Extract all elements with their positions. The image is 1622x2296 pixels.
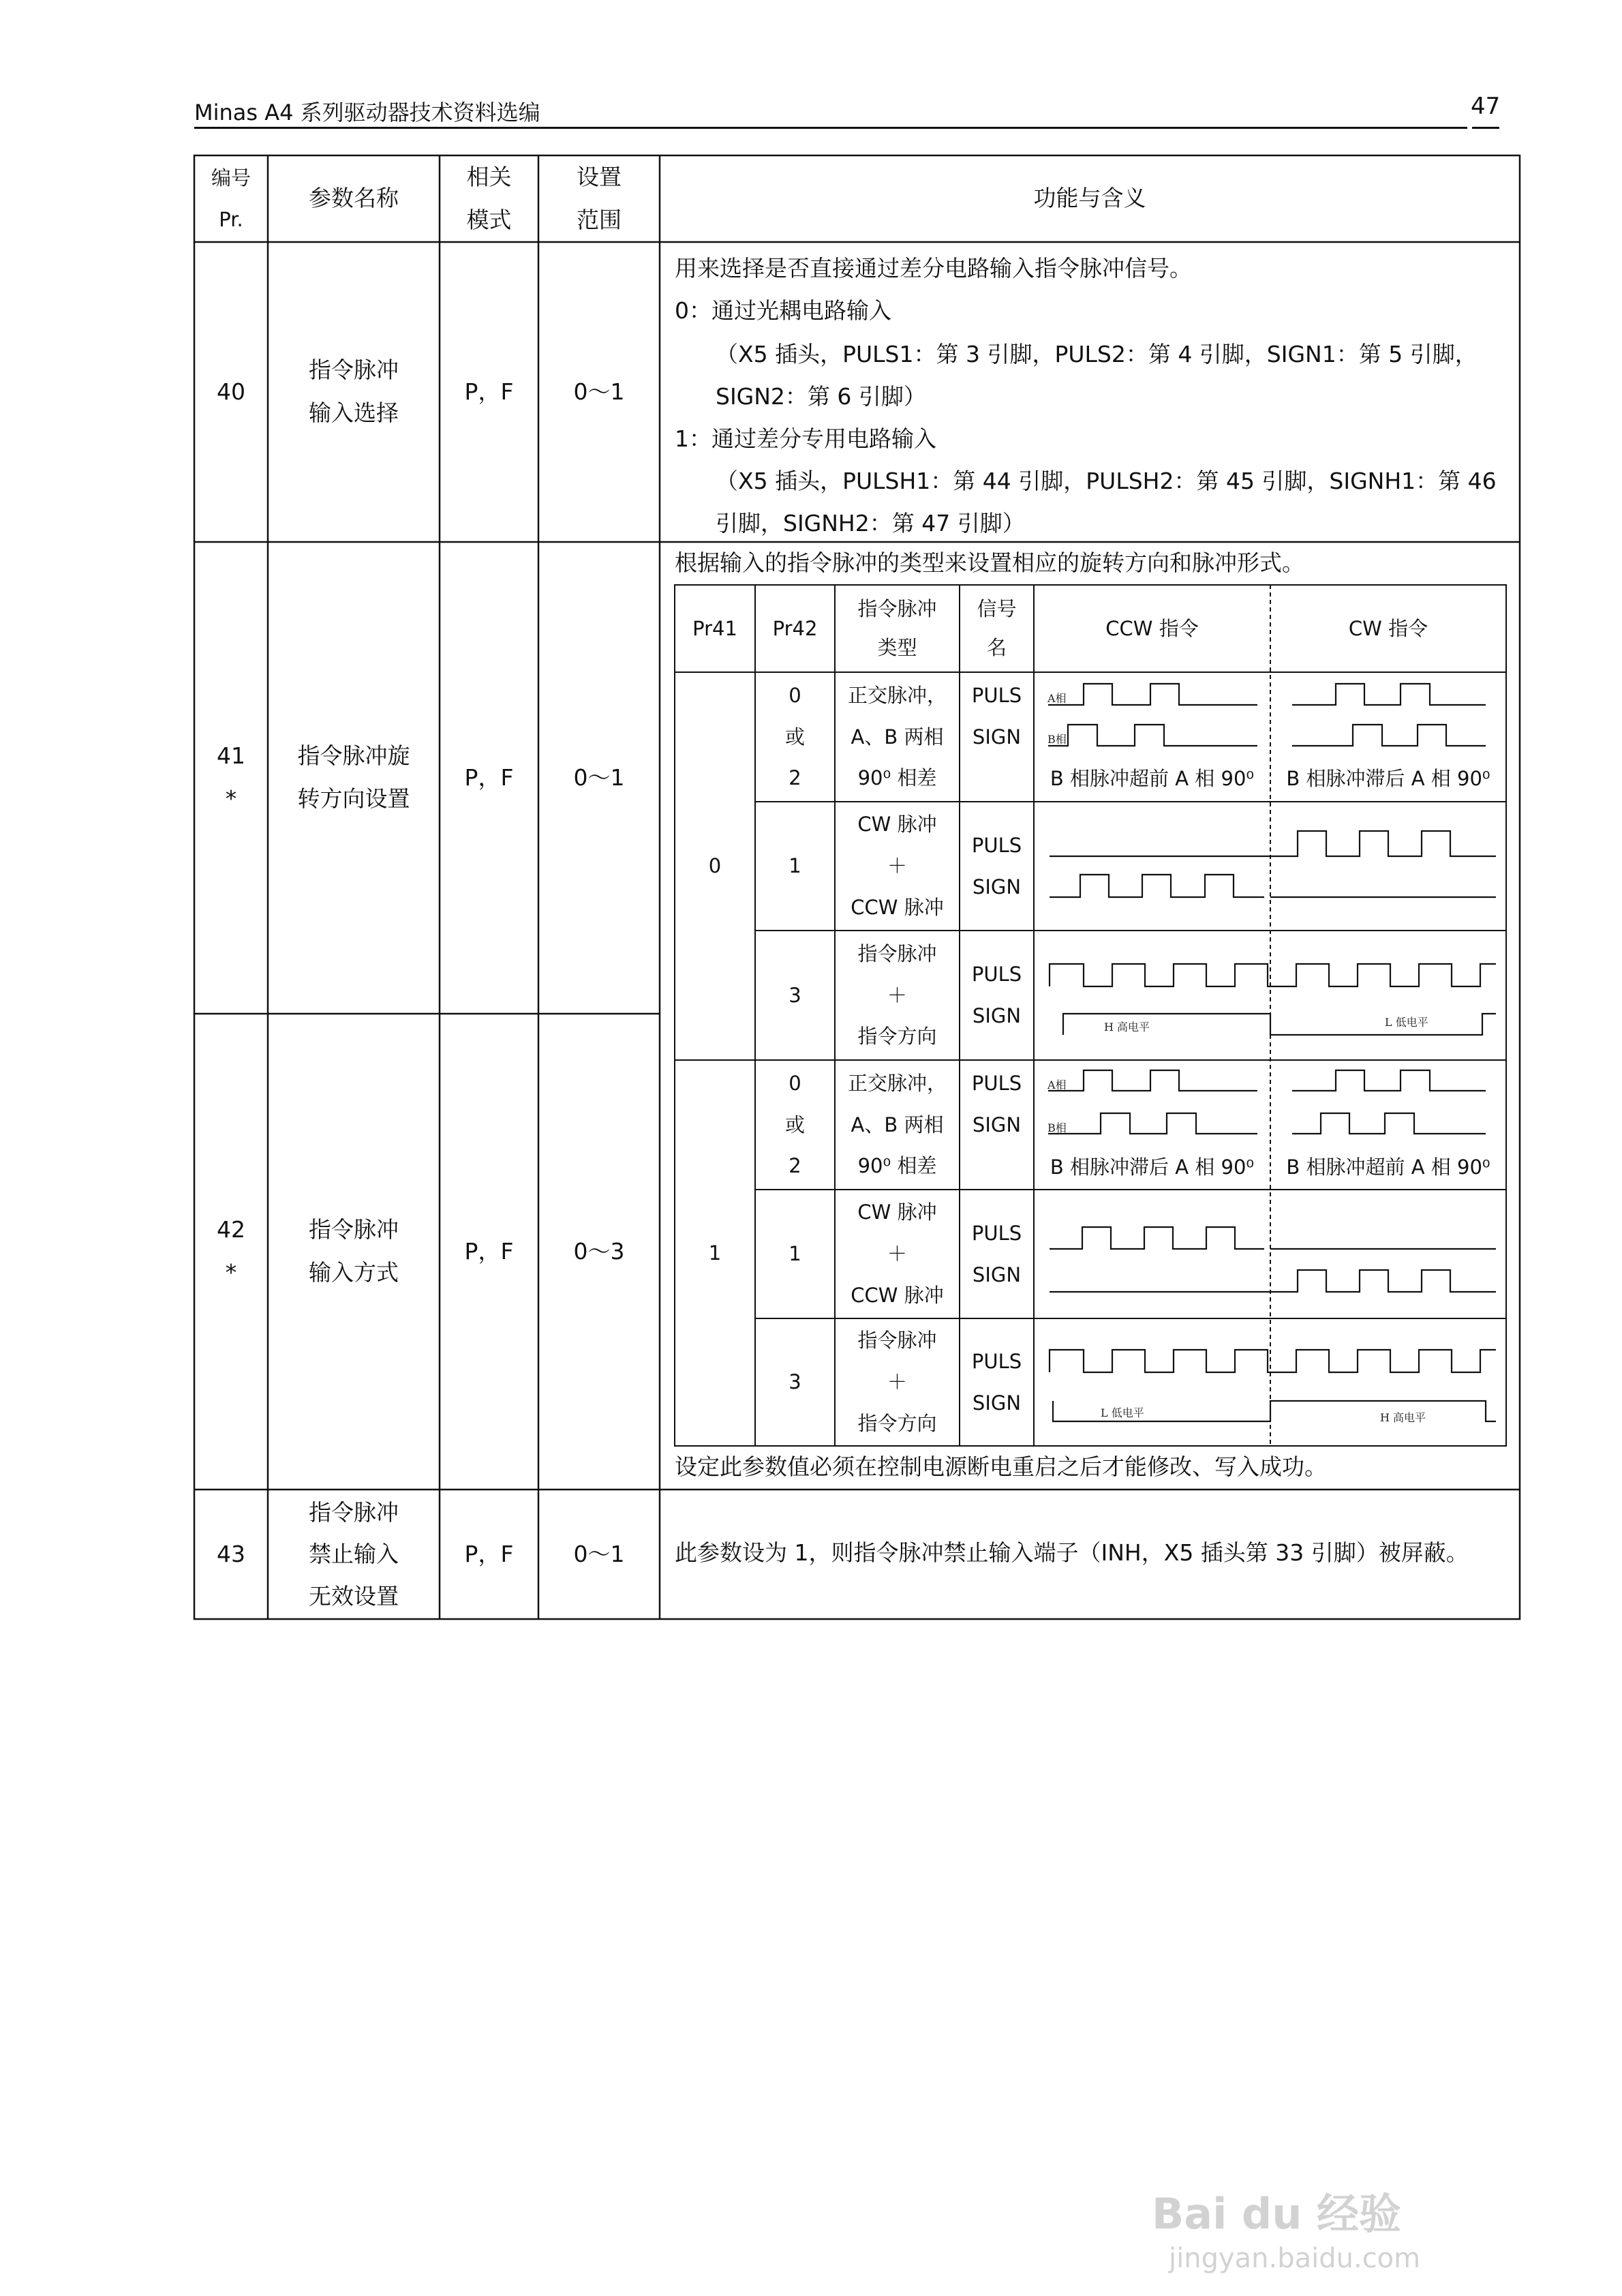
row40-mode: P，F: [464, 378, 514, 405]
row42-range: 0～3: [573, 1237, 625, 1265]
waveform-b-ccw-2: [1048, 1113, 1257, 1134]
inner-header-pr42: Pr42: [772, 616, 818, 640]
b3-pr42: 3: [789, 983, 801, 1007]
row40-no: 40: [217, 378, 245, 405]
inner-header-cw: CW 指令: [1348, 616, 1428, 640]
col-header-range: 设置 范围: [577, 163, 622, 233]
row41-name: 指令脉冲旋 转方向设置: [297, 742, 410, 812]
pr41-42-intro: 根据输入的指令脉冲的类型来设置相应的旋转方向和脉冲形式。: [675, 549, 1304, 576]
row41-range: 0～1: [573, 764, 625, 791]
b5-type: CW 脉冲 ＋ CCW 脉冲: [851, 1200, 944, 1307]
waveform-sign-block2: [1050, 875, 1496, 897]
b1-cw-caption: B 相脉冲滞后 A 相 90⁰: [1286, 766, 1490, 790]
row40-desc-line3: （X5 插头，PULS1：第 3 引脚，PULS2：第 4 引脚，SIGN1：第 5 引脚，: [716, 341, 1478, 367]
level-h-high-label-2: H 高电平: [1380, 1411, 1426, 1424]
pr41-value-0: 0: [708, 854, 722, 878]
inner-header-ccw: CCW 指令: [1105, 616, 1199, 640]
pr41-42-footer: 设定此参数值必须在控制电源断电重启之后才能修改、写入成功。: [675, 1453, 1327, 1480]
a-phase-label: A相: [1047, 692, 1067, 705]
level-l-low-label-2: L 低电平: [1101, 1406, 1144, 1419]
row40-desc-line5: 1：通过差分专用电路输入: [675, 425, 936, 452]
row40-desc-line7: 引脚，SIGNH2：第 47 引脚）: [716, 510, 1025, 537]
b5-signals: PULS SIGN: [971, 1221, 1022, 1286]
row43-range: 0～1: [573, 1540, 625, 1567]
waveform-a-ccw: [1048, 684, 1257, 705]
waveform-b-ccw: [1048, 725, 1257, 746]
b3-type: 指令脉冲 ＋ 指令方向: [857, 941, 937, 1048]
row40-desc-line1: 用来选择是否直接通过差分电路输入指令脉冲信号。: [675, 255, 1192, 282]
row40-name: 指令脉冲 输入选择: [309, 357, 399, 426]
b4-ccw-caption: B 相脉冲滞后 A 相 90⁰: [1050, 1155, 1255, 1179]
waveform-puls-block6: [1050, 1350, 1496, 1372]
row40-desc-line2: 0：通过光耦电路输入: [675, 297, 891, 324]
b5-pr42: 1: [789, 1242, 801, 1266]
b4-type: 正交脉冲， A、B 两相 90⁰ 相差: [847, 1071, 947, 1178]
waveform-b-cw-2: [1292, 1113, 1486, 1134]
col-header-name: 参数名称: [309, 185, 399, 212]
b2-pr42: 1: [789, 854, 801, 878]
row43-name: 指令脉冲 禁止输入 无效设置: [309, 1499, 399, 1610]
b1-signals: PULS SIGN: [971, 684, 1022, 749]
level-l-low-label: L 低电平: [1385, 1016, 1428, 1029]
row43-mode: P，F: [464, 1540, 514, 1567]
inner-header-type: 指令脉冲 类型: [857, 597, 937, 659]
row41-no: 41 *: [217, 742, 245, 812]
page-number: 47: [1471, 93, 1501, 120]
b6-pr42: 3: [789, 1370, 801, 1394]
waveform-puls-block3: [1050, 964, 1496, 986]
row40-range: 0～1: [573, 378, 625, 405]
row40-desc-line4: SIGN2：第 6 引脚）: [716, 383, 926, 410]
b2-type: CW 脉冲 ＋ CCW 脉冲: [851, 813, 944, 919]
waveform-a-cw-2: [1292, 1070, 1486, 1091]
baidu-jingyan-watermark: Bai du 经验: [1152, 2189, 1402, 2239]
waveform-a-cw: [1292, 684, 1486, 705]
inner-header-pr41: Pr41: [692, 616, 737, 640]
level-h-high-label: H 高电平: [1104, 1021, 1150, 1033]
b2-signals: PULS SIGN: [971, 833, 1022, 898]
document-header-title: Minas A4 系列驱动器技术资料选编: [194, 100, 540, 125]
row41-mode: P，F: [464, 764, 514, 791]
b3-signals: PULS SIGN: [971, 963, 1022, 1027]
col-header-no: 编号 Pr.: [211, 166, 251, 231]
row42-name: 指令脉冲 输入方式: [309, 1216, 399, 1286]
b1-ccw-caption: B 相脉冲超前 A 相 90⁰: [1050, 766, 1255, 790]
waveform-a-ccw-2: [1048, 1070, 1257, 1091]
waveform-b-cw: [1292, 725, 1486, 746]
b4-cw-caption: B 相脉冲超前 A 相 90⁰: [1286, 1155, 1490, 1179]
watermark-url: jingyan.baidu.com: [1169, 2243, 1421, 2274]
waveform-sign-block5: [1050, 1270, 1496, 1292]
row42-no: 42 *: [217, 1216, 245, 1286]
b6-signals: PULS SIGN: [971, 1349, 1022, 1415]
pr41-value-1: 1: [708, 1241, 722, 1265]
b-phase-label-2: B相: [1047, 1121, 1067, 1134]
b-phase-label: B相: [1047, 733, 1067, 746]
row43-desc: 此参数设为 1，则指令脉冲禁止输入端子（INH，X5 插头第 33 引脚）被屏蔽。: [675, 1539, 1469, 1566]
inner-header-signal: 信号 名: [977, 597, 1017, 659]
row42-mode: P，F: [464, 1237, 514, 1265]
b4-signals: PULS SIGN: [971, 1072, 1022, 1136]
b6-type: 指令脉冲 ＋ 指令方向: [857, 1329, 937, 1435]
a-phase-label-2: A相: [1047, 1078, 1067, 1091]
col-header-desc: 功能与含义: [1033, 185, 1146, 212]
waveform-puls-block5: [1050, 1227, 1496, 1249]
b1-pr42: 0 或 2: [784, 683, 805, 790]
row43-no: 43: [217, 1540, 245, 1567]
b1-type: 正交脉冲， A、B 两相 90⁰ 相差: [847, 683, 947, 790]
b4-pr42: 0 或 2: [784, 1071, 805, 1178]
row40-desc-line6: （X5 插头，PULSH1：第 44 引脚，PULSH2：第 45 引脚，SIGNH1：第 46: [716, 468, 1497, 494]
col-header-mode: 相关 模式: [466, 163, 512, 233]
waveform-puls-block2: [1050, 831, 1496, 856]
